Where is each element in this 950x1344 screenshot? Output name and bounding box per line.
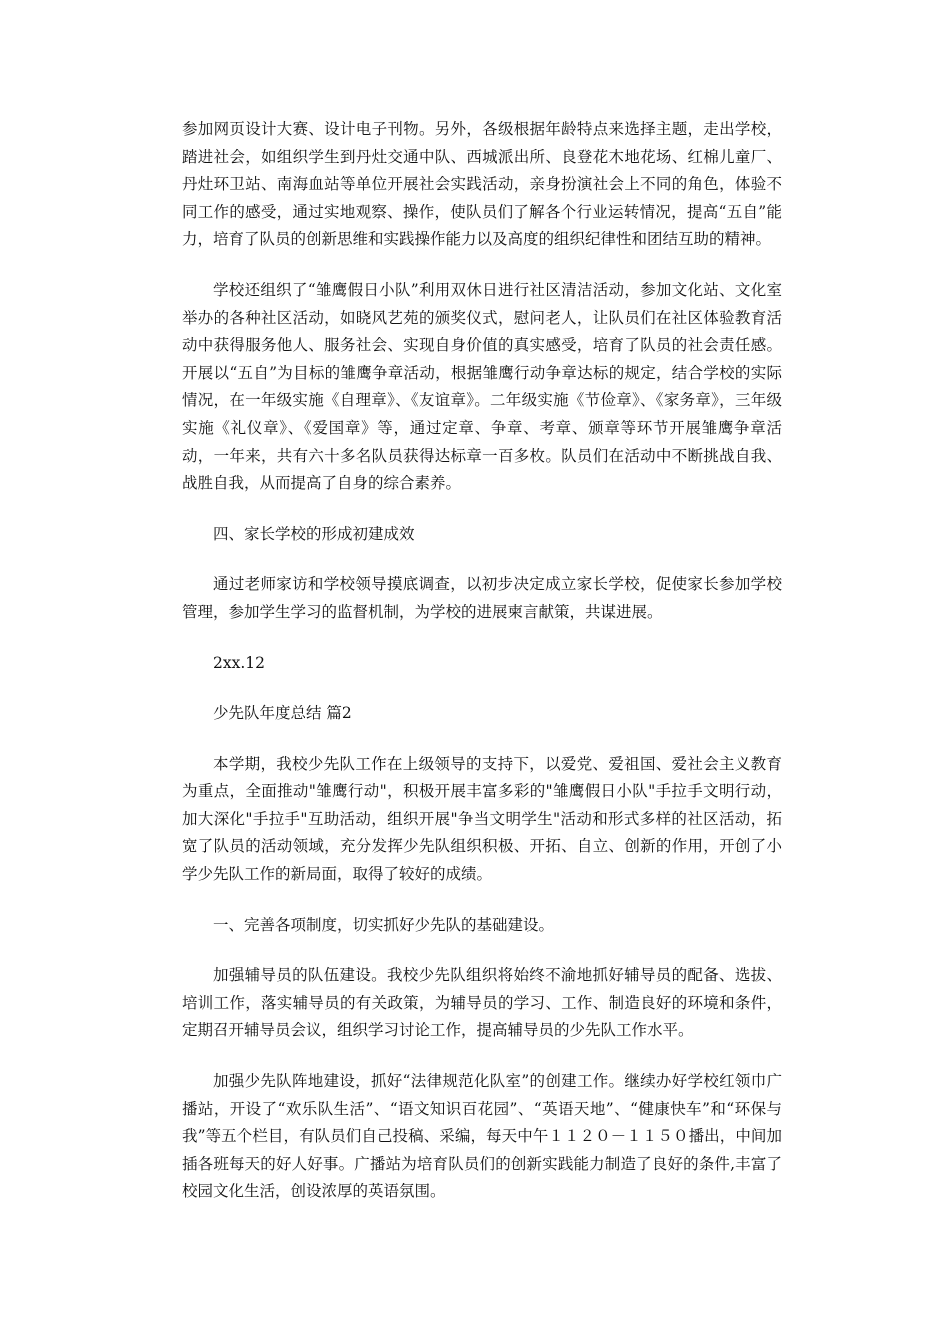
document-body <box>182 116 782 1229</box>
paragraph-counselor-team: 加强辅导员的队伍建设。我校少先队组织将始终不渝地抓好辅导员的配备、选拔、培训工作，落实辅导员的有关政策，为辅导员的学习、工作、制造良好的环境和条件，定期召开辅导员会议，组织学习讨论工作，提高辅导员的少先队工作水平。 <box>182 966 782 1040</box>
paragraph-broadcast-station: 加强少先队阵地建设，抓好“法律规范化队室”的创建工作。继续办好学校红领巾广播站，开设了“欢乐队生活”、“语文知识百花园”、“英语天地”、“健康快车”和“环保与我”等五个栏目，有队员们自己投稿、采编，每天中午１１２０－１１５０播出，中间加插各班每天的好人好事。广播站为培育队员们的创新实践能力制造了良好的条件,丰富了校园文化生活，创设浓厚的英语氛围。 <box>182 1072 782 1201</box>
paragraph-parent-school: 通过老师家访和学校领导摸底调查，以初步决定成立家长学校，促使家长参加学校管理，参加学生学习的监督机制，为学校的进展柬言献策，共谋进展。 <box>182 575 782 621</box>
section-heading-systems: 一、完善各项制度，切实抓好少先队的基础建设。 <box>213 915 555 934</box>
section-heading-parent-school: 四、家长学校的形成初建成效 <box>213 524 415 543</box>
paragraph-eagle-activities: 学校还组织了“雏鹰假日小队”利用双休日进行社区清洁活动，参加文化站、文化室举办的各种社区活动，如晓风艺苑的颁奖仪式，慰问老人，让队员们在社区体验教育活动中获得服务他人、服务社会、实现自身价值的真实感受，培育了队员的社会责任感。开展以“五自”为目标的雏鹰争章活动，根据雏鹰行动争章达标的规定，结合学校的实际情况，在一年级实施《自理章》、《友谊章》。二年级实施《节俭章》、《家务章》，三年级实施《礼仪章》、《爱国章》等，通过定章、争章、考章、颁章等环节开展雏鹰争章活动，一年来，共有六十多名队员获得达标章一百多枚。队员们在活动中不断挑战自我、战胜自我，从而提高了自身的综合素养。 <box>182 280 782 493</box>
document-date: 2xx.12 <box>213 653 265 672</box>
document-title-part2: 少先队年度总结 篇2 <box>213 704 352 723</box>
paragraph-continuation: 参加网页设计大赛、设计电子刊物。另外，各级根据年龄特点来选择主题，走出学校，踏进社会，如组织学生到丹灶交通中队、西城派出所、良登花木地花场、红棉儿童厂、丹灶环卫站、南海血站等单位开展社会实践活动，亲身扮演社会上不同的角色，体验不同工作的感受，通过实地观察、操作，使队员们了解各个行业运转情况，提高“五自”能力，培育了队员的创新思维和实践操作能力以及高度的组织纪律性和团结互助的精神。 <box>182 120 782 249</box>
paragraph-semester-intro: 本学期，我校少先队工作在上级领导的支持下，以爱党、爱祖国、爱社会主义教育为重点，全面推动"雏鹰行动"，积极开展丰富多彩的"雏鹰假日小队"手拉手文明行动，加大深化"手拉手"互助活动，组织开展"争当文明学生"活动和形式多样的社区活动，拓宽了队员的活动领域，充分发挥少先队组织积极、开拓、自立、创新的作用，开创了小学少先队工作的新局面，取得了较好的成绩。 <box>182 754 782 884</box>
